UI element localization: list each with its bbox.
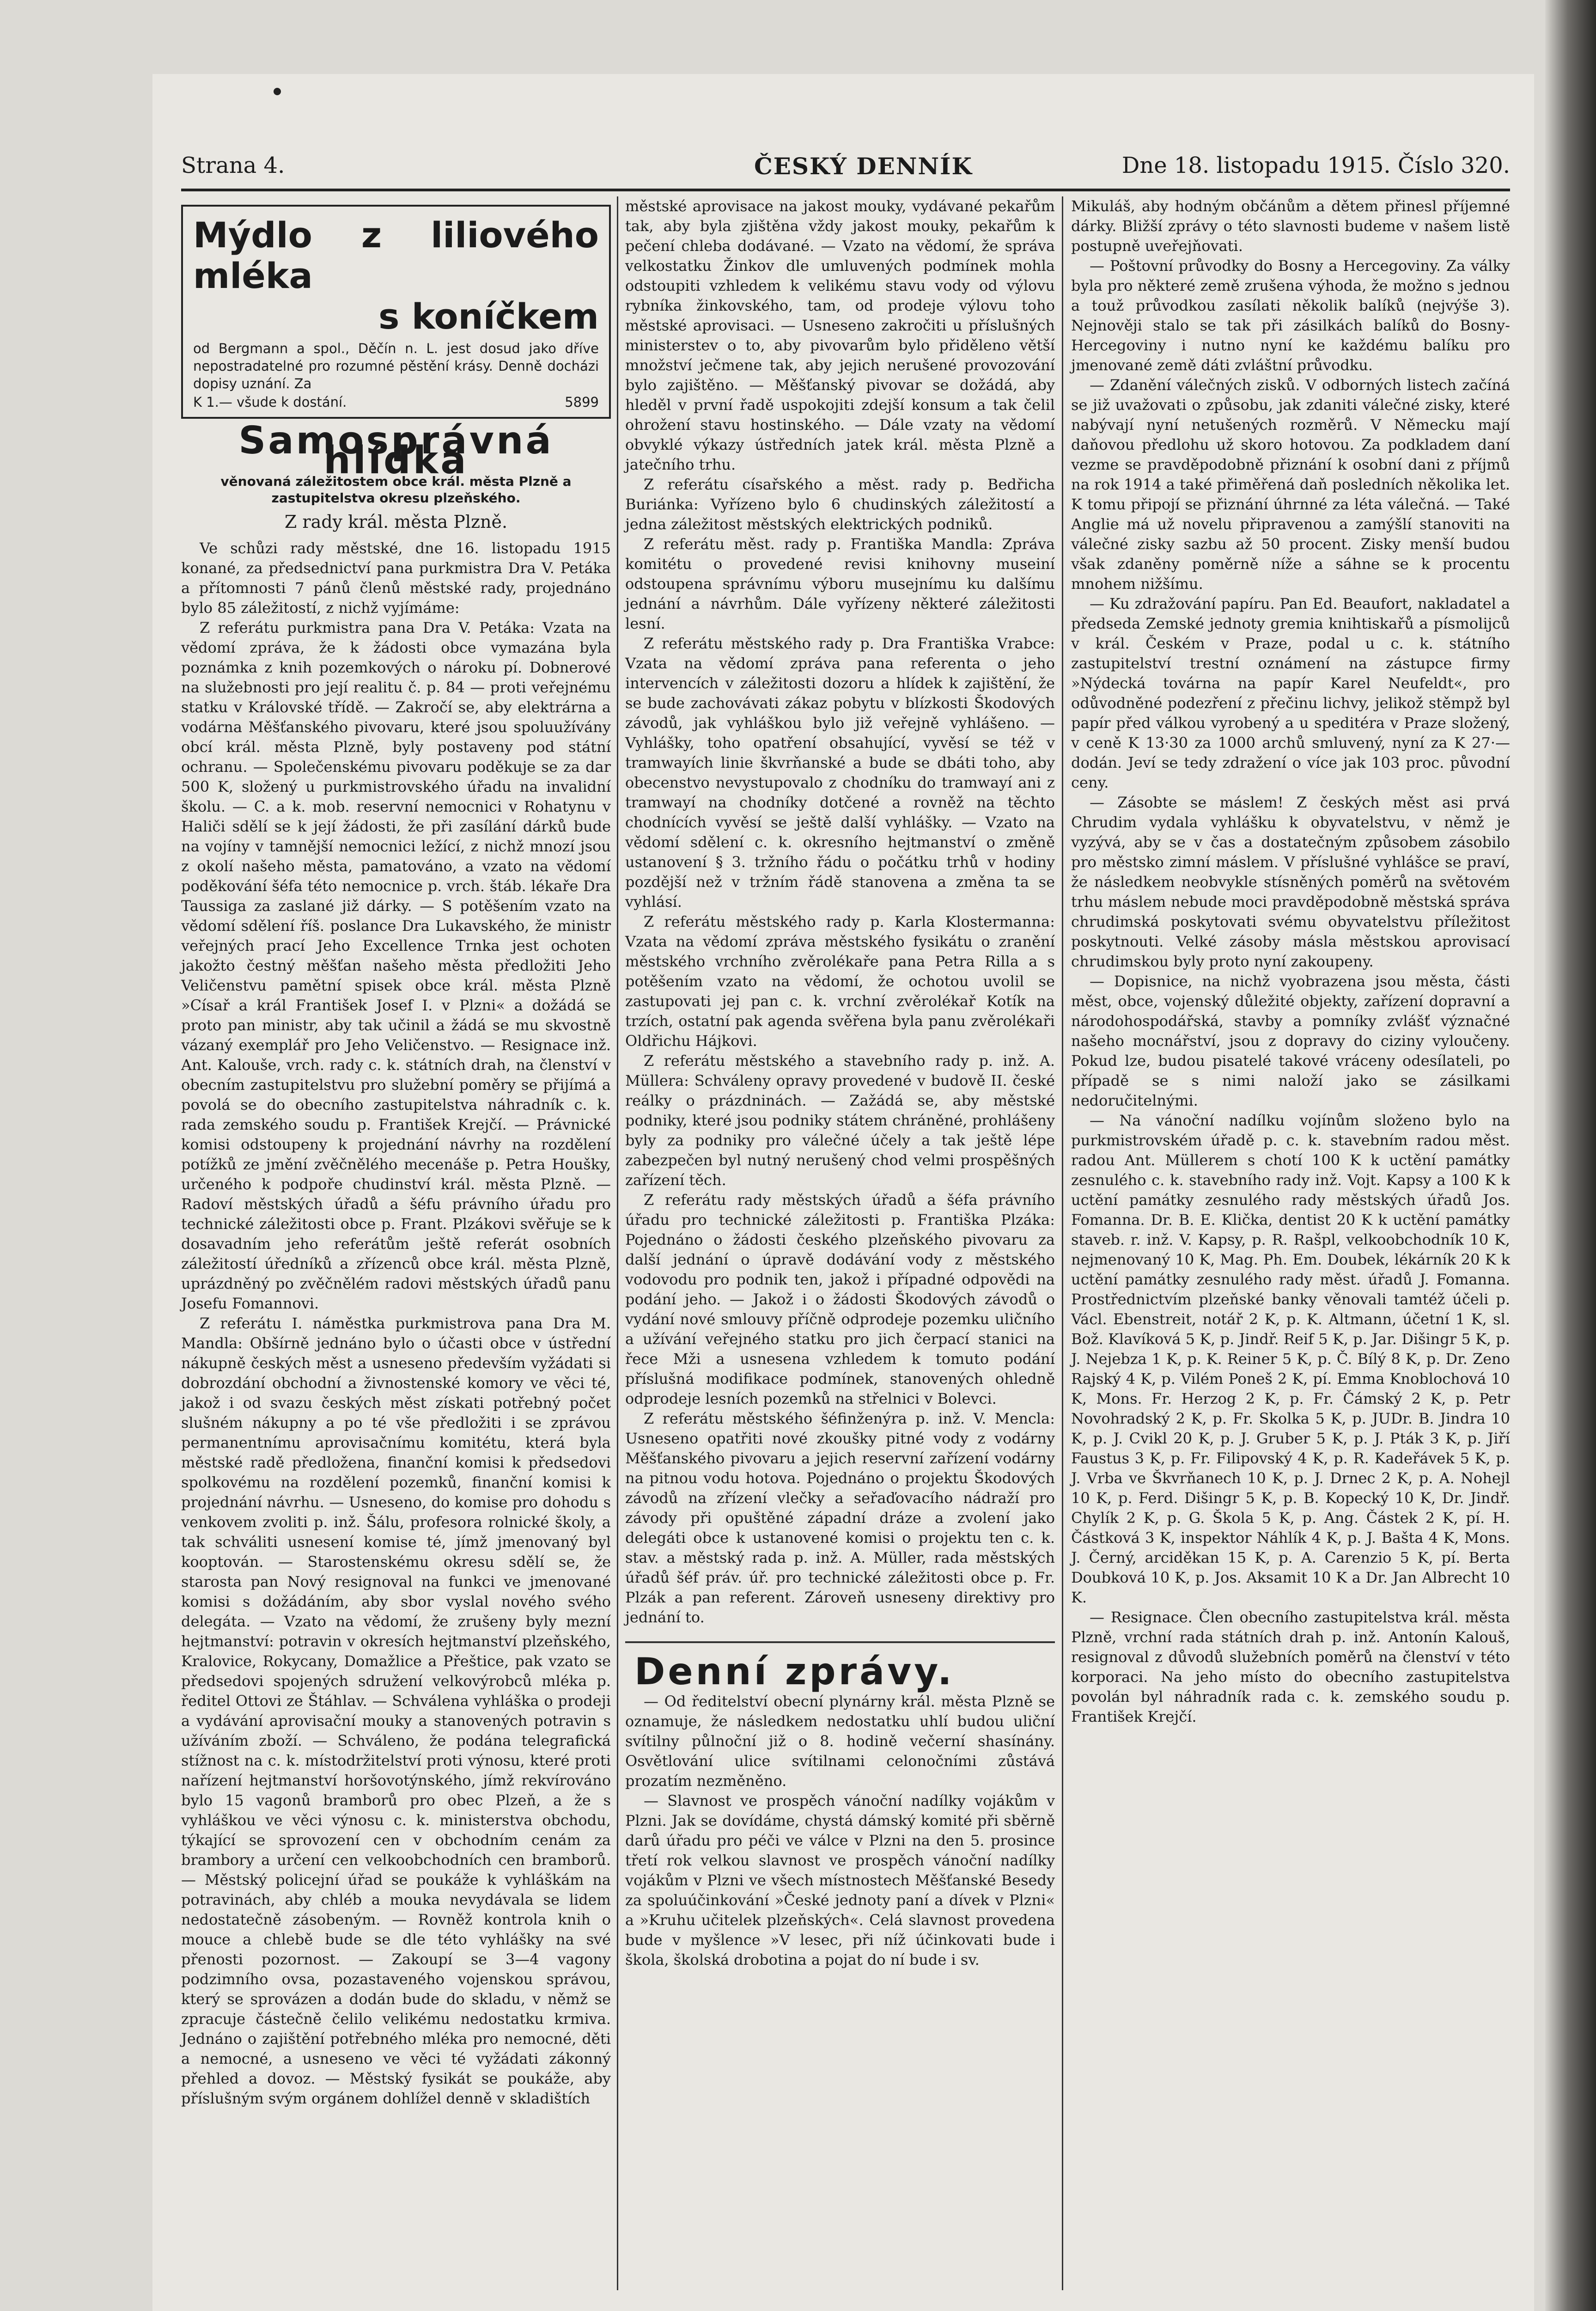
header-rule xyxy=(181,189,1510,191)
ad-title-line1: Mýdlo z liliového mléka xyxy=(193,214,599,296)
daily-news-heading: Denní zprávy. xyxy=(634,1650,955,1693)
article-paragraph: Z referátu císařského a měst. rady p. Bedřicha Buriánka: Vyřízeno bylo 6 chudinských záležitostí a jedna záležitost městských elektrických podniků. xyxy=(625,476,1055,533)
book-binding-edge xyxy=(1545,0,1596,2311)
news-paragraph: — Dopisnice, na nichž vyobrazena jsou města, části měst, obce, vojenský důležité objekty, zařízení dopravní a národohospodářská, stavby a pomníky zvlášť význačné našeho mocnářství, jsou z dopravy do ciziny vyloučeny. Pokud lze, budou pisatelé takové vráceny odesílateli, po případě se s nimi naloží jako se zásilkami nedoručitelnými. xyxy=(1071,972,1510,1109)
column-2 xyxy=(625,196,1055,1970)
section-subheading: věnovaná záležitostem obce král. města Plzně a zastupitelstva okresu plzeňského. xyxy=(220,474,572,506)
news-paragraph: Mikuláš, aby hodným občánům a dětem přinesl příjemné dárky. Bližší zprávy o této slavnosti budeme v našem listě postupně uveřejňovati. xyxy=(1071,197,1510,255)
ad-price: K 1.— všude k dostání. xyxy=(193,394,347,410)
newspaper-title: ČESKÝ DENNÍK xyxy=(754,153,973,180)
ad-body: od Bergmann a spol., Děčín n. L. jest dosud jako dříve nepostradatelné pro rozumné pěstění krásy. Denně docházi dopisy uznání. Za xyxy=(193,341,599,391)
ad-title-line2: s koníčkem xyxy=(378,296,599,337)
news-paragraph: — Resignace. Člen obecního zastupitelstva král. města Plzně, vrchní rada státních drah p. inž. Antonín Kalouš, resignoval z důvodů služebních poměrů na členství v této korporaci. Na jeho místo do obecního zastupitelstva povolán byl náhradník rada c. k. zemského soudu p. František Krejčí. xyxy=(1071,1608,1510,1725)
news-paragraph: — Poštovní průvodky do Bosny a Hercegoviny. Za války byla pro některé země zrušena výhoda, že možno s jednou a touž průvodkou zasílati několik balíků (nejvýše 3). Nejnověji stalo se tak při zásilkách balíků do Bosny-Hercegoviny i nutno nyní ke každému balíku pro jmenované země dáti zvláštní průvodku. xyxy=(1071,257,1510,374)
page-number: Strana 4. xyxy=(181,153,285,178)
news-paragraph: — Od ředitelství obecní plynárny král. města Plzně se oznamuje, že následkem nedostatku uhlí budou uliční svítilny půlnoční již o 8. hodině večerní shasínány. Osvětlování ulice svítilnami celonočními zůstává prozatím nezměněno. xyxy=(625,1693,1055,1790)
article-paragraph: městské aprovisace na jakost mouky, vydávané pekařům tak, aby byla zjištěna vždy jakost mouky, pekařům k pečení chleba dodávané. — Vzato na vědomí, že správa velkostatku Žinkov dle umluvených podmínek mohla odstoupiti vzhledem k velikému stavu vody od výlovu rybníka žinkovského, tam, od prodeje výlovu toho městské aprovisaci. — Usneseno zakročiti u příslušných ministerstev o to, aby pivovarům bylo přiděleno větší množství ječmene tak, aby jejich nerušené provozování bylo zajištěno. — Měšťanský pivovar se dožádá, aby hleděl v první řadě uspokojiti zdejší konsum a tak čelil ohrožení stavu hostinského. — Dále vzaty na vědomí obvyklé výkazy ústředních jatek král. města Plzně a jatečního trhu. xyxy=(625,197,1055,473)
soap-advertisement xyxy=(181,205,611,419)
news-paragraph: — Zásobte se máslem! Z českých měst asi prvá Chrudim vydala vyhlášku k obyvatelstvu, v němž je vyzývá, aby se v čas a dostatečným způsobem zásobilo pro městsko zimní máslem. V příslušné vyhlášce se praví, že následkem neobvykle stísněných poměrů na světovém trhu máslem nebude moci pravděpodobně městská správa chrudimská poskytovati svému obyvatelstvu příležitost poskytnouti. Velké zásoby másla městskou aprovisací chrudimskou byly proto nyní zakoupeny. xyxy=(1071,794,1510,970)
section-heading: Samosprávná hlídka xyxy=(238,419,554,483)
column-3 xyxy=(1071,196,1510,1727)
article-paragraph: Z referátu městského a stavebního rady p. inž. A. Müllera: Schváleny opravy provedené v budově II. české reálky o prázdninách. — Zažádá se, aby městské podniky, které jsou podniky státem chráněné, prohlášeny byly za podniky pro válečné účely a tak ještě lépe zabezpečen byl nutný nerušený chod velmi prospěšných zařízení těch. xyxy=(625,1052,1055,1189)
article-paragraph: Z referátu městského rady p. Dra Františka Vrabce: Vzata na vědomí zpráva pana referenta o jeho intervencích v záležitosti dozoru a hlídek k zajištění, že se bude zachovávati zákaz pobytu v blízkosti Škodových závodů, jak vyhláškou bylo již veřejně vyhlášeno. — Vyhlášky, toho opatření obsahující, vyvěsí se též v tramwayích linie škvrňanské a bude se dbáti toho, aby obecenstvo nevystupovalo z chodníku do tramwayí ani z tramwayí na chodníky dotčené a rovněž na těchto chodnících vyvěsí se ještě další vyhlášky. — Vzato na vědomí sdělení c. k. okresního hejtmanství o změně ustanovení § 3. tržního řádu o počátku trhů v hodiny pozdější než v tržním řádě stanovena a změna ta se vyhlásí. xyxy=(625,635,1055,911)
news-paragraph: — Ku zdražování papíru. Pan Ed. Beaufort, nakladatel a předseda Zemské jednoty gremia knihtiskařů a písmolijců v král. Českém v Praze, podal u c. k. státního zastupitelství trestní oznámení na zástupce firmy »Nýdecká továrna na papír Karel Neufeldt«, pro odůvodněné podezření z přečinu lichvy, jelikož stěmpž byl papír před válkou vyrobený a u speditéra v Praze složený, v ceně K 13·30 za 1000 archů smluvený, nyní za K 27·— dodán. Jeví se tedy zdražení o více jak 103 proc. původní ceny. xyxy=(1071,595,1510,791)
issue-date-number: Dne 18. listopadu 1915. Číslo 320. xyxy=(1121,153,1510,178)
page-mark xyxy=(274,88,281,95)
article-paragraph: Z referátu měst. rady p. Františka Mandla: Zpráva komitétu o provedené revisi knihovny museiní odstoupena správnímu výboru musejnímu ku dalšímu jednání a návrhům. Dále vyřízeny některé záležitosti lesní. xyxy=(625,535,1055,632)
article-title: Z rady král. města Plzně. xyxy=(284,512,508,532)
article-paragraph: Z referátu I. náměstka purkmistrova pana Dra M. Mandla: Obšírně jednáno bylo o účasti obce v ústřední nákupně českých měst a usneseno především vyžádati si dobrozdání obchodní a živnostenské komory ve věci té, jakož i od svazu českých měst získati potřebný počet slušném nákupny a po té vše předložiti i se zprávou permanentnímu aprovisačnímu komitétu, která byla městské radě předložena, finanční komisi k předsedovi spolkovému na rozdělení pozemků, finanční komisi k projednání návrhu. — Usneseno, do komise pro dohodu s venkovem zvoliti p. inž. Šálu, profesora rolnické školy, a tak schváliti usnesení komise té, jímž jmenovaný byl kooptován. — Starostenskému okresu sdělí se, že starosta pan Nový resignoval na funkci ve jmenované komisi s dožádáním, aby sbor vyslal nového svého delegáta. — Vzato na vědomí, že zrušeny byly mezní hejtmanství: potravin v okresích hejtmanství plzeňského, Kralovice, Rokycany, Domažlice a Přeštice, pak vzato se předsedovi spojených sdružení velkovýrobců mléka p. ředitel Ottovi ze Štáhlav. — Schválena vyhláška o prodeji a vydávání aprovisační mouky a stanovených potravin s užíváním zboží. — Schváleno, že podána telegrafická stížnost na c. k. místodržitelství proti výnosu, které proti nařízení hejtmanství horšovotýnského, jímž rekvírováno bylo 15 vagonů bramborů pro obec Plzeň, a že s vyhláškou ve věci výnosu c. k. ministerstva obchodu, týkající se sprovození cen v obchodním cenám za brambory a určení cen velkoobchodních cen bramborů. — Městský policejní úřad se poukáže k vyhláškám na potravinách, aby chléb a mouka nevydávala se lidem nedostatečně zásobeným. — Rovněž kontrola knih o mouce a chlebě bude se dle této vyhlášky na své přenosti pozornost. — Zakoupí se 3—4 vagony podzimního ovsa, pozastaveného vojenskou správou, který se sprovázen a dodán bude do skladu, v němž se zpracuje částečně čelilo velikému nedostatku krmiva. Jednáno o zajištění potřebného mléka pro nemocné, děti a nemocné, a usneseno ve věci té vyžádati zákonný přehled a dovoz. — Městský fysikát se poukáže, aby příslušným svým orgánem dohlížel denně v skladištích xyxy=(181,1314,611,2107)
page-header xyxy=(181,153,1510,185)
article-paragraph: Z referátu městského šéfinženýra p. inž. V. Mencla: Usneseno opatřiti nové zkoušky pitné vody z vodárny Měšťanského pivovaru a jejich reservní zařízení vodárny na pitnou vodu hotova. Pojednáno o projektu Škodových závodů na zřízení vlečky a seřaďovacího nádraží pro závody při opuštěné západní dráze a zvolení jako delegáti obce k ustanovené komisi o projektu ten c. k. stav. a městský rada p. inž. A. Müller, rada městských úřadů šéf práv. úř. pro technické záležitosti obce p. Fr. Plzák a pan referent. Zároveň usneseny direktivy pro jednání to. xyxy=(625,1410,1055,1626)
news-paragraph: — Na vánoční nadílku vojínům složeno bylo na purkmistrovském úřadě p. c. k. stavebním radou měst. radou Ant. Müllerem s chotí 100 K k uctění památky zesnulého c. k. stavebního rady inž. Vojt. Kapsy a 100 K k uctění památky zesnulého rady městských úřadů Jos. Fomanna. Dr. B. E. Klička, dentist 20 K k uctění památky staveb. r. inž. V. Kapsy, p. R. Rašpl, velkoobchodník 10 K, nejmenovaný 10 K, Mag. Ph. Em. Doubek, lékárník 20 K k uctění památky zesnulého rady měst. úřadů J. Fomanna. Prostřednictvím plzeňské banky věnovali tamtéž účeli p. Václ. Ebenstreit, notář 2 K, p. K. Altmann, účetní 1 K, sl. Bož. Klavíková 5 K, p. Jindř. Reif 5 K, p. Jar. Dišingr 5 K, p. J. Nejebza 1 K, p. K. Reiner 5 K, p. Č. Bílý 8 K, p. Dr. Zeno Rajský 4 K, p. Vilém Poneš 2 K, pí. Emma Knoblochová 10 K, Mons. Fr. Herzog 2 K, p. Fr. Čámský 2 K, p. Petr Novohradský 2 K, p. Fr. Skolka 5 K, p. JUDr. B. Jindra 10 K, p. J. Cvikl 20 K, p. J. Gruber 5 K, p. J. Pták 3 K, p. Jiří Faustus 3 K, p. Fr. Filipovský 4 K, p. R. Kadeřávek 5 K, p. J. Vrba ve Škvrňanech 10 K, p. J. Drnec 2 K, p. A. Nohejl 10 K, p. Ferd. Dišingr 5 K, p. B. Kopecký 10 K, Dr. Jindř. Chylík 2 K, p. G. Škola 5 K, p. Ang. Částek 2 K, pí. H. Částková 3 K, inspektor Náhlík 4 K, p. J. Bašta 4 K, Mons. J. Černý, arciděkan 15 K, p. A. Carenzio 5 K, pí. Berta Doubková 10 K, p. Jos. Aksamit 10 K a Dr. Jan Albrecht 10 K. xyxy=(1071,1112,1510,1606)
news-paragraph: — Zdanění válečných zisků. V odborných listech začíná se již uvažovati o způsobu, jak zdaniti válečné zisky, které nabývají nyní netušených rozměrů. V Německu mají daňovou předlohu už skoro hotovou. Za podkladem daní vezme se pravděpodobně přiznání k osobní dani z příjmů na rok 1914 a také přiměřená daň posledních několika let. K tomu připojí se přiznání úhrnné za léta válečná. — Také Anglie má už novelu připravenou a zamýšlí stanoviti na válečné zisky sazbu až 50 procent. Zisky menší budou však zdaněny poměrně níže a sáhne se k procentu mnohem nižšímu. xyxy=(1071,376,1510,593)
column-rule-1 xyxy=(617,196,618,2290)
article-paragraph: Ve schůzi rady městské, dne 16. listopadu 1915 konané, za předsednictví pana purkmistra Dra V. Petáka a přítomnosti 7 pánů členů městské rady, projednáno bylo 85 záležitostí, z nichž vyjímáme: xyxy=(181,539,611,617)
article-paragraph: Z referátu rady městských úřadů a šéfa právního úřadu pro technické záležitosti p. Františka Plzáka: Pojednáno o žádosti českého plzeňského pivovaru za další jednání o úpravě dodávání vody z městského vodovodu pro podnik ten, jakož i případné odpovědi na podání jeho. — Jakož i o žádosti Škodových závodů o vydání nové smlouvy příčně odprodeje pozemku uličního a užívání veřejného statku pro jich čerpací stanici na řece Mži a usnesena vzhledem k tomuto podání příslušná modifikace podmínek, stanovených ohledně odprodeje lesních pozemků na střelnici v Bolevci. xyxy=(625,1191,1055,1407)
ad-code: 5899 xyxy=(565,394,599,410)
section-rule xyxy=(625,1641,1055,1643)
column-1 xyxy=(181,196,611,2109)
news-paragraph: — Slavnost ve prospěch vánoční nadílky vojákům v Plzni. Jak se dovídáme, chystá dámský komité při sběrně darů úřadu pro péči ve válce v Plzni na den 5. prosince třetí rok velkou slavnost ve prospěch vánoční nadílky vojákům v Plzni ve všech místnostech Měšťanské Besedy za spoluúčinkování »České jednoty paní a dívek v Plzni« a »Kruhu učitelek plzeňských«. Celá slavnost provedena bude v myšlence »V lesec, při níž účinkovati bude i škola, školská drobotina a pojat do ní bude i sv. xyxy=(625,1792,1055,1969)
ad-price-row xyxy=(193,392,599,412)
article-paragraph: Z referátu purkmistra pana Dra V. Petáka: Vzata na vědomí zpráva, že k žádosti obce vymazána byla poznámka z knih pozemkových o nároku pí. Dobnerové na služebnosti pro její realitu č. p. 84 — proti veřejnému statku v Královské třídě. — Zakročí se, aby elektrárna a vodárna Měšťanského pivovaru, které jsou spoluužívány obcí král. města Plzně, byly postaveny pod státní ochranu. — Společenskému pivovaru poděkuje se za dar 500 K, složený u purkmistrovského úřadu na invalidní školu. — C. a k. mob. reservní nemocnici v Rohatynu v Haliči sdělí se k její žádosti, že při zasílání dárků bude na vojíny v tamnější nemocnici ležící, z nichž mnozí jsou z okolí našeho města, pamatováno, a vzato na vědomí poděkování šéfa této nemocnice p. vrch. štáb. lékaře Dra Taussiga za zaslané již dárky. — S potěšením vzato na vědomí sdělení říš. poslance Dra Lukavského, že ministr veřejných prací Jeho Excellence Trnka jest ochoten jakožto čestný měšťan našeho města předložiti Jeho Veličenstvu pamětní spisek obce král. města Plzně »Císař a král František Josef I. v Plzni« a dožádá se proto pan ministr, aby tak učinil a žádá se mu skvostně vázaný exemplář pro Jeho Veličenstvo. — Resignace inž. Ant. Kalouše, vrch. rady c. k. státních drah, na členství v obecním zastupitelstvu pro služební poměry se přijímá a povolá se do obecního zastupitelstva náhradník c. k. rada zemského soudu p. František Krejčí. — Právnické komisi odstoupeny k projednání návrhy na rozdělení potížků ze jmění zvěčnělého mecenáše p. Petra Houšky, určeného k podpoře chudinství král. města Plzně. — Radoví městských úřadů a šéfu právního úřadu pro technické záležitosti obce p. Frant. Plzákovi svěřuje se k dosavadním jeho referátům ještě referát osobních záležitostí úředníků a zřízenců obce král. města Plzně, uprázdněný po zvěčnělém radovi městských úřadů panu Josefu Fomannovi. xyxy=(181,619,611,1312)
article-paragraph: Z referátu městského rady p. Karla Klostermanna: Vzata na vědomí zpráva městského fysikátu o zranění městského vrchního zvěrolékaře pana Petra Rilla a s potěšením vzato na vědomí, že ochotou uvolil se zastupovati jej pan c. k. vrchní zvěrolékař Kotík na trzích, ostatní pak agenda svěřena byla panu zvěrolékaři Oldřichu Hájkovi. xyxy=(625,913,1055,1050)
column-rule-2 xyxy=(1062,196,1063,2290)
